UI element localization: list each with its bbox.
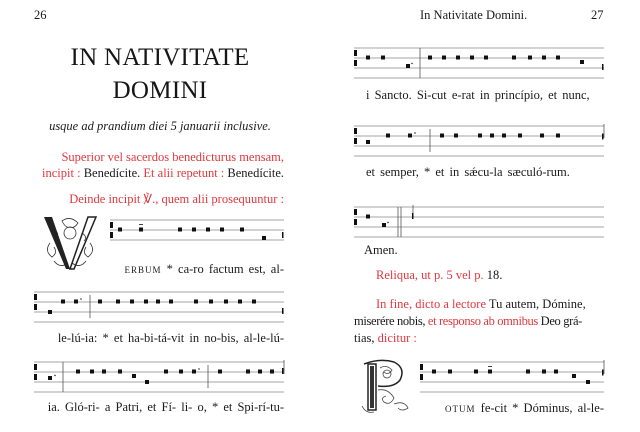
- ornament-icon: [360, 358, 412, 416]
- chant-staff: [34, 360, 286, 396]
- rubric-text: incipit :: [42, 166, 81, 180]
- rubric-line: Deinde incipit ℣., quem alii prosequuntur :: [69, 192, 284, 206]
- rubric-text: et responso ab omnibus: [425, 314, 538, 328]
- subtitle: usque ad prandium diei 5 januarii inclusive.: [49, 119, 271, 133]
- response-text: tias,: [354, 331, 375, 345]
- dropcap-continuation: erbum: [124, 261, 162, 276]
- rubric-line: [354, 331, 417, 346]
- rubric-text: Reliqua, ut p. 5 vel p.: [376, 268, 484, 282]
- lyric-text: fe-cit * Dóminus, al-le-: [475, 401, 604, 415]
- chant-staff: [354, 205, 606, 241]
- response-text: Tu autem, Dómine,: [486, 297, 586, 311]
- response-text: Benedícite.: [224, 166, 284, 180]
- chant-lyric: et semper, * et in sǽcu-la sæculó-rum.: [366, 165, 570, 179]
- response-text: miserére nobis,: [354, 314, 426, 328]
- page-title-line1: IN NATIVITATE: [70, 44, 250, 71]
- chant-lyric: Amen.: [364, 243, 398, 257]
- page-number: 27: [591, 8, 604, 22]
- illuminated-dropcap-v: [40, 213, 100, 273]
- page-number: 26: [34, 8, 47, 22]
- page-title-line2: DOMINI: [112, 77, 208, 104]
- rubric-text: Et alii repetunt :: [140, 166, 225, 180]
- right-page: [320, 0, 640, 432]
- chant-staff: [34, 290, 286, 326]
- chant-staff: [108, 218, 284, 248]
- chant-staff: [420, 360, 606, 396]
- chant-lyric: [125, 261, 284, 277]
- chant-staff: [354, 124, 606, 160]
- chant-lyric: le-lú-ia: * et ha-bi-tá-vit in no-bis, al-le-lú-: [57, 331, 284, 345]
- running-head: In Nativitate Domini.: [420, 8, 528, 22]
- chant-lyric: i Sancto. Si-cut e-rat in princípio, et nunc,: [366, 88, 590, 102]
- lyric-text: * ca-ro factum est, al-: [161, 262, 284, 276]
- rubric-line: [354, 314, 582, 329]
- rubric-text: In fine, dicto a lectore: [376, 297, 487, 311]
- rubric-line: Superior vel sacerdos benedicturus mensam,: [61, 150, 284, 164]
- response-text: Deo grá-: [537, 314, 582, 328]
- chant-staff: [354, 46, 606, 82]
- illuminated-dropcap-p: [360, 358, 412, 416]
- chant-lyric: ia. Gló-ri- a Patri, et Fí- li- o, * et Spi-rí-tu-: [47, 400, 284, 414]
- rubric-text: dicitur :: [374, 331, 417, 345]
- response-text: Benedícite.: [80, 166, 141, 180]
- chant-lyric: [445, 400, 604, 416]
- reference-text: 18.: [483, 268, 503, 282]
- dropcap-continuation: otum: [445, 400, 476, 415]
- rubric-line: [42, 166, 284, 181]
- rubric-line: [376, 268, 502, 283]
- ornament-icon: [40, 213, 100, 273]
- rubric-line: [376, 297, 586, 312]
